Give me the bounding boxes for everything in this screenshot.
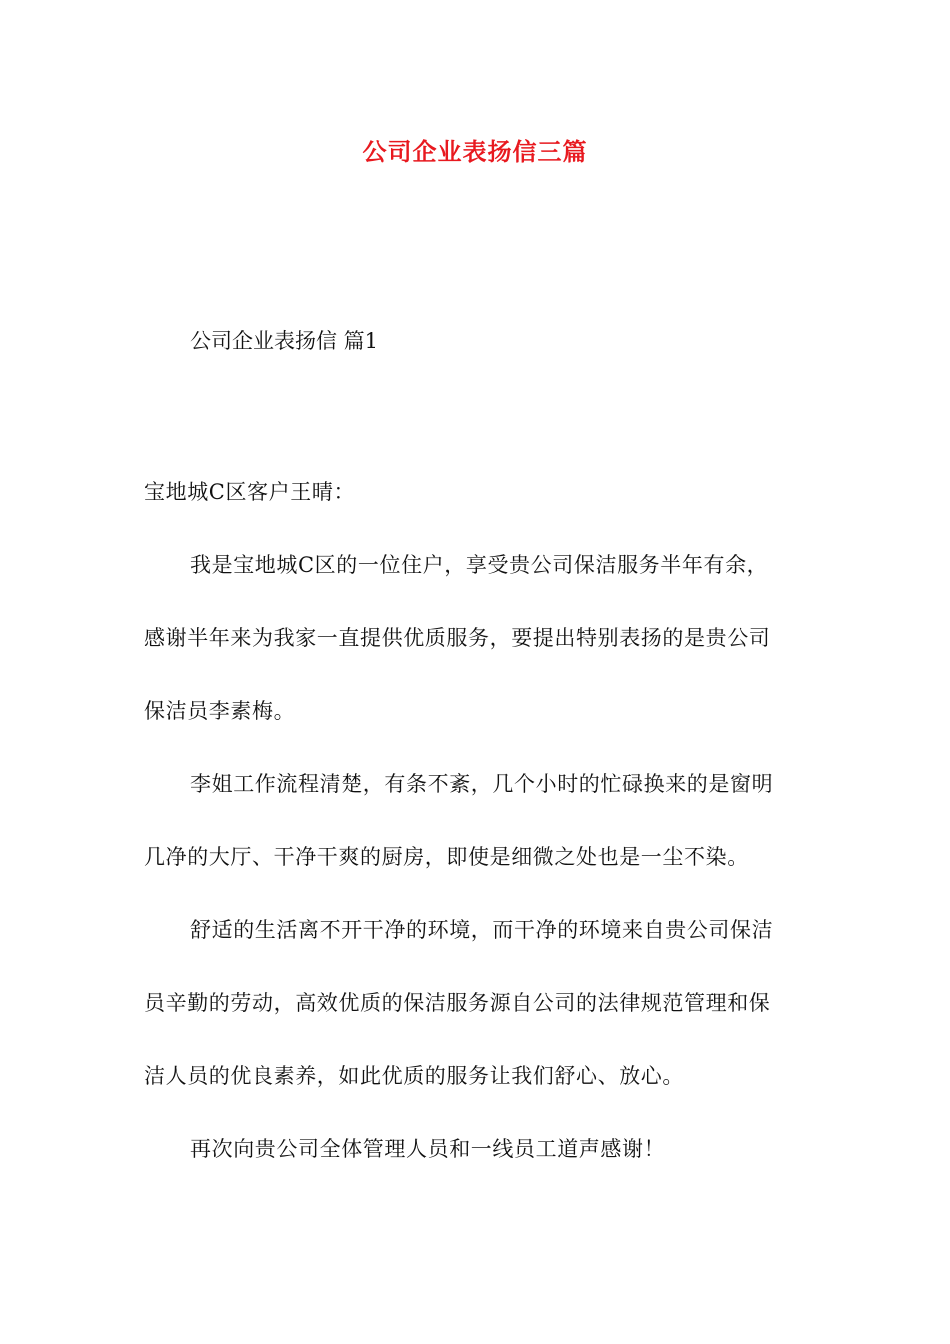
paragraph-line: 洁人员的优良素养，如此优质的服务让我们舒心、放心。: [144, 1064, 684, 1088]
paragraph-line: 几净的大厅、干净干爽的厨房，即使是细微之处也是一尘不染。: [144, 845, 749, 869]
paragraph-line: 舒适的生活离不开干净的环境，而干净的环境来自贵公司保洁: [190, 918, 774, 942]
paragraph-line: 再次向贵公司全体管理人员和一线员工道声感谢！: [190, 1137, 666, 1161]
paragraph-line: 保洁员李素梅。: [144, 699, 296, 723]
paragraph-line: 李姐工作流程清楚，有条不紊，几个小时的忙碌换来的是窗明: [190, 772, 774, 796]
paragraph-line: 感谢半年来为我家一直提供优质服务，要提出特别表扬的是贵公司: [144, 626, 771, 650]
salutation: 宝地城C区客户王晴：: [144, 480, 356, 504]
document-title: 公司企业表扬信三篇: [362, 138, 588, 166]
letter-body: [144, 475, 808, 1205]
paragraph-line: 我是宝地城C区的一位住户，享受贵公司保洁服务半年有余，: [190, 553, 769, 577]
section-heading: 公司企业表扬信 篇1: [190, 329, 379, 353]
paragraph-line: 员辛勤的劳动，高效优质的保洁服务源自公司的法律规范管理和保: [144, 991, 771, 1015]
